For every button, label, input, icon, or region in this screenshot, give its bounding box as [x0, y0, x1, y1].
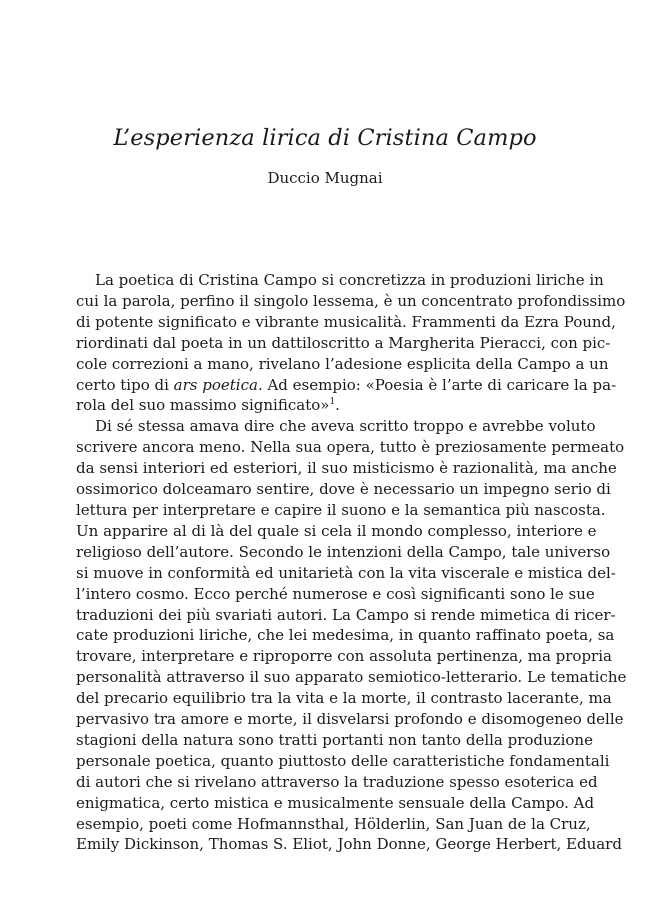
text-line	[76, 500, 606, 521]
text-run: di potente significato e vibrante musicalità. Frammenti da Ezra Pound,	[76, 312, 616, 331]
text-run: stagioni della natura sono tratti portanti non tanto della produzione	[76, 730, 593, 749]
text-run: Emily Dickinson, Thomas S. Eliot, John Donne, George Herbert, Eduard	[76, 835, 622, 854]
text-run: del precario equilibrio tra la vita e la morte, il contrasto lacerante, ma	[76, 689, 612, 708]
text-run: personale poetica, quanto piuttosto delle caratteristiche fondamentali	[76, 751, 610, 770]
paragraph	[76, 416, 627, 855]
text-run: l’intero cosmo. Ecco perché numerose e così significanti sono le sue	[76, 584, 595, 603]
text-line	[76, 605, 616, 626]
text-line	[76, 542, 611, 563]
text-line	[76, 646, 612, 667]
text-line	[76, 688, 612, 709]
text-line	[76, 751, 610, 772]
italic-term: ars poetica	[173, 375, 258, 394]
paragraph	[76, 270, 626, 416]
text-line	[76, 584, 595, 605]
text-run: La poetica di Cristina Campo si concretizza in produzioni liriche in	[95, 271, 604, 289]
text-line	[76, 772, 598, 793]
text-run: da sensi interiori ed esteriori, il suo misticismo è razionalità, ma anche	[76, 459, 617, 478]
text-line	[76, 416, 596, 437]
text-line	[76, 730, 593, 751]
text-run: cate produzioni liriche, che lei medesima, in quanto raffinato poeta, sa	[76, 626, 615, 645]
text-line	[76, 437, 625, 458]
text-run: pervasivo tra amore e morte, il disvelarsi profondo e disomogeneo delle	[76, 710, 624, 729]
text-run: ossimorico dolceamaro sentire, dove è necessario un impegno serio di	[76, 480, 611, 499]
text-line	[76, 709, 624, 730]
text-line	[76, 667, 627, 688]
text-line	[76, 312, 616, 333]
text-line	[76, 270, 604, 291]
article-title: L’esperienza lirica di Cristina Campo	[113, 125, 537, 151]
text-line	[76, 354, 609, 375]
text-run: enigmatica, certo mistica e musicalmente sensuale della Campo. Ad	[76, 793, 595, 812]
text-run: scrivere ancora meno. Nella sua opera, tutto è preziosamente permeato	[76, 438, 625, 457]
text-line	[76, 458, 617, 479]
text-run: .	[335, 396, 340, 415]
text-run: esempio, poeti come Hofmannsthal, Hölderlin, San Juan de la Cruz,	[76, 814, 591, 833]
article-body	[76, 270, 627, 855]
text-run: religioso dell’autore. Secondo le intenzioni della Campo, tale universo	[76, 542, 611, 561]
text-run: rola del suo massimo significato»	[76, 396, 330, 415]
text-run: di autori che si rivelano attraverso la traduzione spesso esoterica ed	[76, 772, 598, 791]
text-line	[76, 793, 595, 814]
text-line	[76, 814, 591, 835]
text-run: lettura per interpretare e capire il suono e la semantica più nascosta.	[76, 500, 606, 519]
article-author: Duccio Mugnai	[267, 169, 383, 187]
text-line	[76, 395, 558, 416]
text-line	[76, 563, 616, 584]
text-run: . Ad esempio: «Poesia è l’arte di caricare la pa-	[257, 375, 617, 394]
text-run: cole correzioni a mano, rivelano l’adesione esplicita della Campo a un	[76, 354, 609, 373]
text-run: personalità attraverso il suo apparato semiotico-letterario. Le tematiche	[76, 668, 627, 687]
text-line	[76, 375, 617, 396]
text-line	[76, 625, 615, 646]
text-run: traduzioni dei più svariati autori. La Campo si rende mimetica di ricer-	[76, 605, 616, 624]
text-run: riordinati dal poeta in un dattiloscritto a Margherita Pieracci, con pic-	[76, 333, 611, 352]
text-run: Di sé stessa amava dire che aveva scritto troppo e avrebbe voluto	[95, 417, 596, 436]
text-line	[76, 521, 597, 542]
text-line	[76, 291, 626, 312]
text-line	[76, 834, 622, 855]
footnote-marker: 1	[329, 397, 336, 408]
text-run: cui la parola, perfino il singolo lessema, è un concentrato profondissimo	[76, 291, 626, 310]
text-line	[76, 333, 611, 354]
text-run: trovare, interpretare e riproporre con assoluta pertinenza, ma propria	[76, 647, 612, 666]
text-line	[76, 479, 611, 500]
text-run: certo tipo di	[76, 375, 174, 394]
text-run: si muove in conformità ed unitarietà con la vita viscerale e mistica del-	[76, 563, 616, 582]
text-run: Un apparire al di là del quale si cela il mondo complesso, interiore e	[76, 521, 597, 540]
